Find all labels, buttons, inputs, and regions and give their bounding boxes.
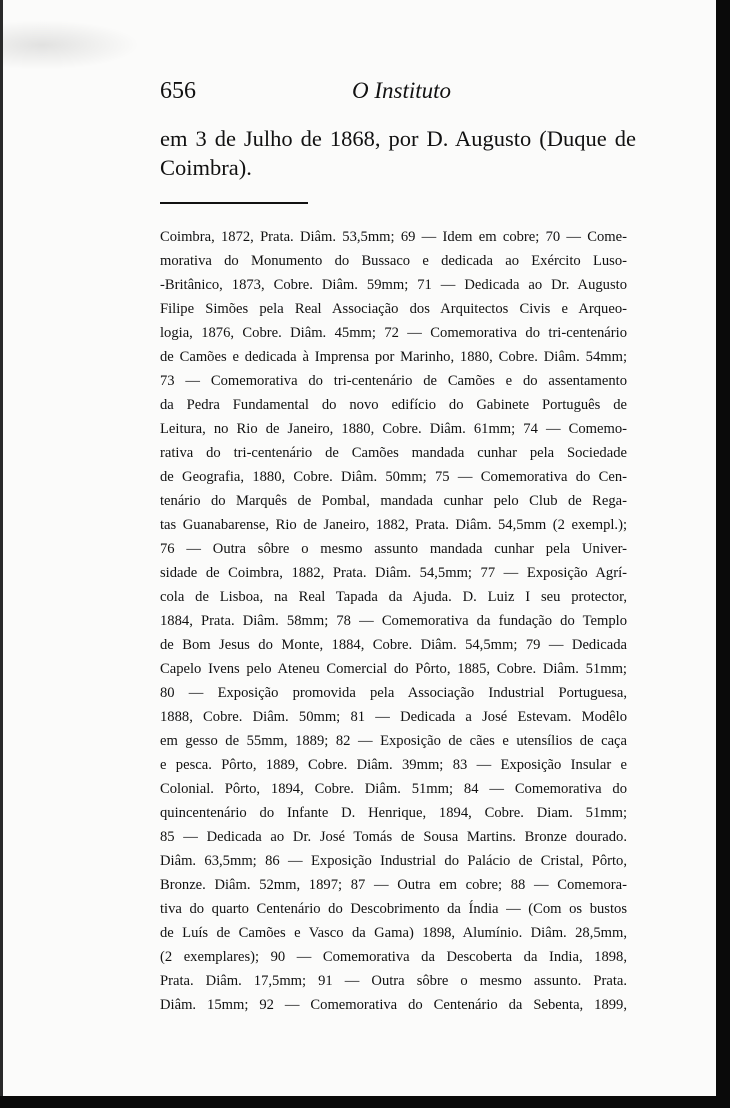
footnote-line: Filipe Simões pela Real Associação dos Arquitectos Civis e Arqueo-: [160, 301, 627, 317]
footnote-line: 1884, Prata. Diâm. 58mm; 78 — Comemorativa da fundação do Templo: [160, 613, 627, 629]
footnote-line: cola de Lisboa, na Real Tapada da Ajuda. D. Luiz I seu protector,: [160, 589, 627, 605]
footnote-line: Colonial. Pôrto, 1894, Cobre. Diâm. 51mm; 84 — Comemorativa do: [160, 781, 627, 797]
footnote-line: Prata. Diâm. 17,5mm; 91 — Outra sôbre o mesmo assunto. Prata.: [160, 973, 627, 989]
page-number: 656: [160, 78, 196, 104]
scan-edge-left: [0, 0, 3, 1108]
running-head: [160, 78, 638, 108]
footnote-line: logia, 1876, Cobre. Diâm. 45mm; 72 — Comemorativa do tri-centenário: [160, 325, 627, 341]
footnote-line: de Camões e dedicada à Imprensa por Marinho, 1880, Cobre. Diâm. 54mm;: [160, 349, 627, 365]
footnote-line: da Pedra Fundamental do novo edifício do Gabinete Português de: [160, 397, 627, 413]
footnote-line: e pesca. Pôrto, 1889, Cobre. Diâm. 39mm; 83 — Exposição Insular e: [160, 757, 627, 773]
footnote-line: rativa do tri-centenário de Camões mandada cunhar pela Sociedade: [160, 445, 627, 461]
scan-edge-right: [716, 0, 730, 1108]
footnote-line: quincentenário do Infante D. Henrique, 1894, Cobre. Diam. 51mm;: [160, 805, 627, 821]
footnote-line: tas Guanabarense, Rio de Janeiro, 1882, Prata. Diâm. 54,5mm (2 exempl.);: [160, 517, 627, 533]
footnote-line: em gesso de 55mm, 1889; 82 — Exposição de cães e utensílios de caça: [160, 733, 627, 749]
footnote-line: Coimbra, 1872, Prata. Diâm. 53,5mm; 69 — Idem em cobre; 70 — Come-: [160, 229, 627, 245]
footnote-line: de Geografia, 1880, Cobre. Diâm. 50mm; 75 — Comemorativa do Cen-: [160, 469, 627, 485]
footnote-line: -Britânico, 1873, Cobre. Diâm. 59mm; 71 — Dedicada ao Dr. Augusto: [160, 277, 627, 293]
footnote-line: 76 — Outra sôbre o mesmo assunto mandada cunhar pela Univer-: [160, 541, 627, 557]
journal-title: O Instituto: [352, 78, 452, 103]
footnote-divider: [160, 202, 308, 204]
footnote-line: Bronze. Diâm. 52mm, 1897; 87 — Outra em cobre; 88 — Comemora-: [160, 877, 627, 893]
main-paragraph: em 3 de Julho de 1868, por D. Augusto (Duque de Coimbra).: [160, 126, 636, 180]
footnote-line: de Luís de Camões e Vasco da Gama) 1898, Alumínio. Diâm. 28,5mm,: [160, 925, 627, 941]
footnote-line: 80 — Exposição promovida pela Associação Industrial Portuguesa,: [160, 685, 627, 701]
footnote-block: [160, 225, 627, 1017]
footnote-line: Leitura, no Rio de Janeiro, 1880, Cobre. Diâm. 61mm; 74 — Comemo-: [160, 421, 627, 437]
footnote-line: Capelo Ivens pelo Ateneu Comercial do Pôrto, 1885, Cobre. Diâm. 51mm;: [160, 661, 627, 677]
footnote-line: tiva do quarto Centenário do Descobrimento da Índia — (Com os bustos: [160, 901, 627, 917]
footnote-line: Diâm. 15mm; 92 — Comemorativa do Centenário da Sebenta, 1899,: [160, 997, 627, 1013]
footnote-line: tenário do Marquês de Pombal, mandada cunhar pelo Club de Rega-: [160, 493, 627, 509]
footnote-line: Diâm. 63,5mm; 86 — Exposição Industrial do Palácio de Cristal, Pôrto,: [160, 853, 627, 869]
scan-edge-bottom: [0, 1096, 730, 1108]
footnote-line: 85 — Dedicada ao Dr. José Tomás de Sousa Martins. Bronze dourado.: [160, 829, 627, 845]
footnote-line: morativa do Monumento do Bussaco e dedicada ao Exército Luso-: [160, 253, 627, 269]
footnote-line: 1888, Cobre. Diâm. 50mm; 81 — Dedicada a José Estevam. Modêlo: [160, 709, 627, 725]
footnote-line: 73 — Comemorativa do tri-centenário de Camões e do assentamento: [160, 373, 627, 389]
footnote-line: (2 exemplares); 90 — Comemorativa da Descoberta da India, 1898,: [160, 949, 627, 965]
footnote-line: de Bom Jesus do Monte, 1884, Cobre. Diâm. 54,5mm; 79 — Dedicada: [160, 637, 627, 653]
scan-smudge: [0, 20, 140, 70]
footnote-line: sidade de Coimbra, 1882, Prata. Diâm. 54,5mm; 77 — Exposição Agrí-: [160, 565, 627, 581]
